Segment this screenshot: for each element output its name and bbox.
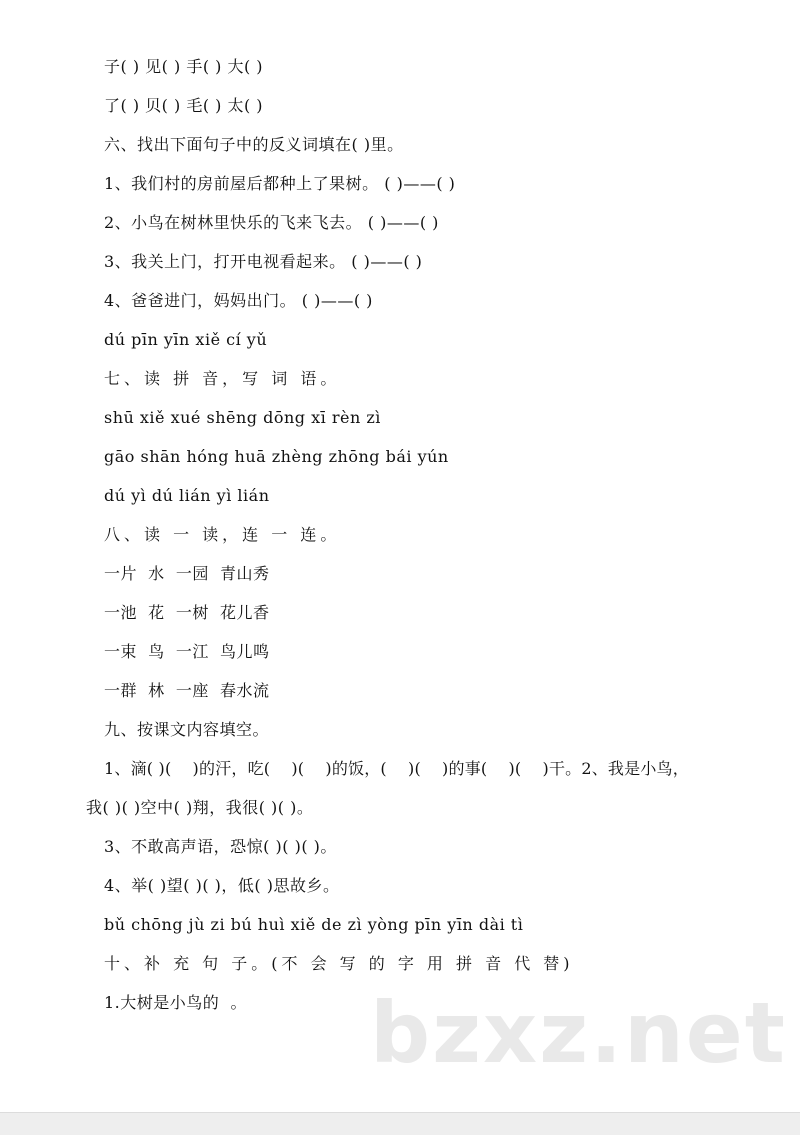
section-heading: 十、补 充 句 子。(不 会 写 的 字 用 拼 音 代 替)	[104, 954, 574, 973]
text-line: 1、我们村的房前屋后都种上了果树。 ( )——( )	[104, 174, 456, 193]
pinyin-line: bǔ chōng jù zi bú huì xiě de zì yòng pīn yīn dài tì	[104, 915, 524, 934]
pinyin-line: dú yì dú lián yì lián	[104, 486, 270, 505]
section-heading: 八、读 一 读，连 一 连。	[104, 525, 341, 544]
text-line: 4、爸爸进门，妈妈出门。 ( )——( )	[104, 291, 373, 310]
text-line: 3、我关上门，打开电视看起来。 ( )——( )	[104, 252, 423, 271]
text-line: 一群 林 一座 春水流	[104, 681, 270, 700]
text-line: 我( )( )空中( )翔，我很( )( )。	[86, 798, 314, 817]
text-line: 了( ) 贝( ) 毛( ) 太( )	[104, 96, 264, 115]
page-bottom-edge	[0, 1112, 800, 1135]
text-line: 一片 水 一园 青山秀	[104, 564, 270, 583]
pinyin-line: dú pīn yīn xiě cí yǔ	[104, 330, 268, 349]
text-line: 4、举( )望( )( )，低( )思故乡。	[104, 876, 340, 895]
text-line: 1、滴( )( )的汗，吃( )( )的饭，( )( )的事( )( )干。2、我是小鸟，	[104, 759, 689, 778]
section-heading: 九、按课文内容填空。	[104, 720, 270, 739]
text-line: 3、不敢高声语，恐惊( )( )( )。	[104, 837, 337, 856]
pinyin-line: shū xiě xué shēng dōng xī rèn zì	[104, 408, 381, 427]
watermark: bzxz.net	[370, 984, 787, 1082]
text-line: 2、小鸟在树林里快乐的飞来飞去。 ( )——( )	[104, 213, 439, 232]
pinyin-line: gāo shān hóng huā zhèng zhōng bái yún	[104, 447, 449, 466]
section-heading: 七、读 拼 音，写 词 语。	[104, 369, 341, 388]
text-line: 子( ) 见( ) 手( ) 大( )	[104, 57, 264, 76]
text-line: 一池 花 一树 花儿香	[104, 603, 270, 622]
section-heading: 六、找出下面句子中的反义词填在( )里。	[104, 135, 404, 154]
text-line: 一束 鸟 一江 鸟儿鸣	[104, 642, 270, 661]
text-line: 1.大树是小鸟的 。	[104, 993, 247, 1012]
